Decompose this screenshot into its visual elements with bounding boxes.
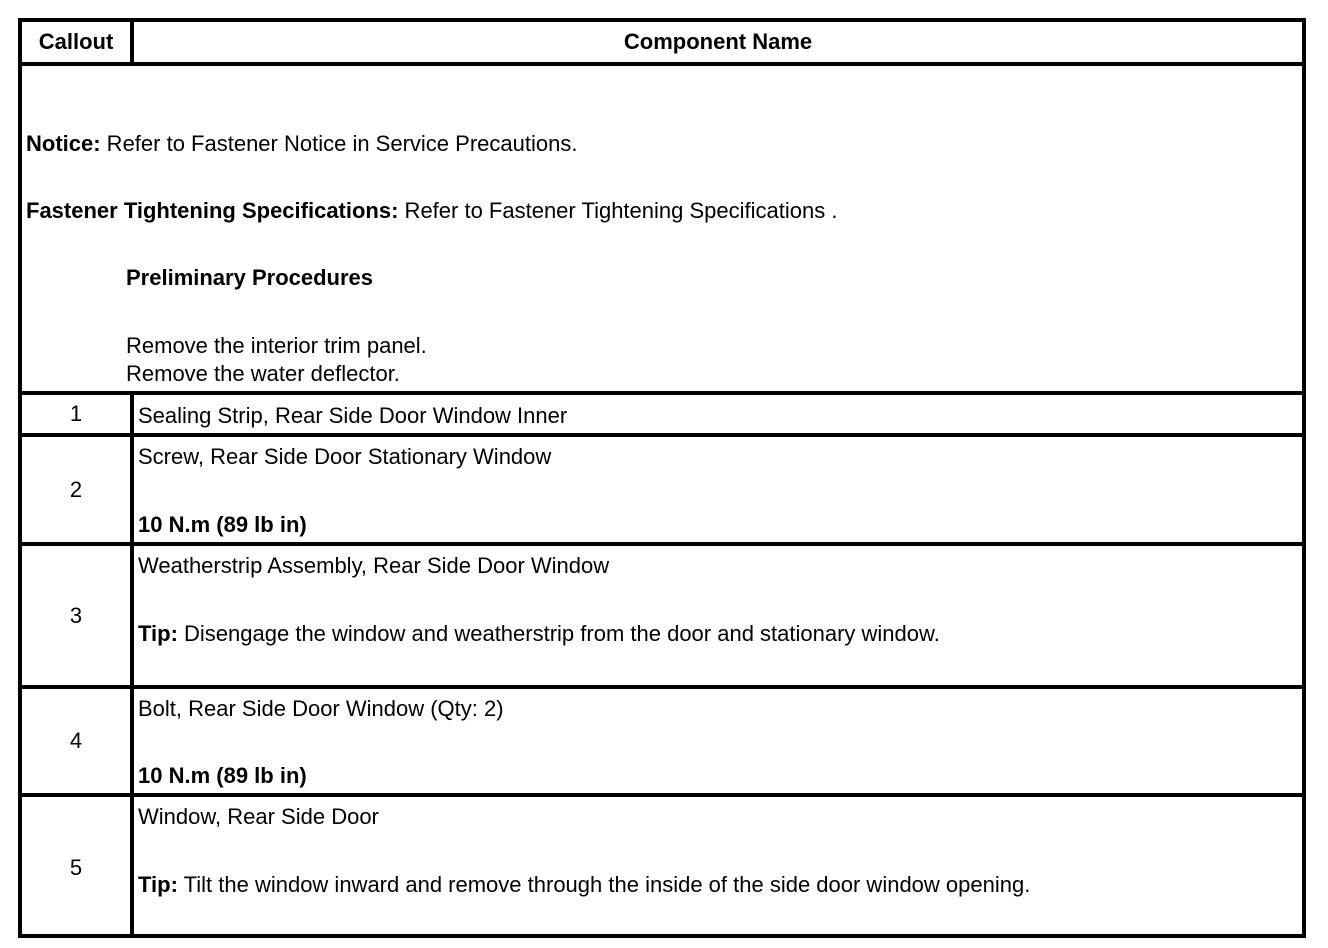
row-rule — [22, 433, 1302, 437]
notice-text: Refer to Fastener Notice in Service Precautions. — [100, 131, 578, 156]
notice-line — [26, 131, 577, 157]
prelim-step: Remove the interior trim panel. — [126, 333, 427, 358]
torque-spec: 10 N.m (89 lb in) — [138, 763, 307, 788]
row-rule — [22, 685, 1302, 689]
preliminary-heading: Preliminary Procedures — [126, 265, 374, 290]
component-name: Sealing Strip, Rear Side Door Window Inner — [138, 403, 568, 428]
tip-text: Tilt the window inward and remove through the inside of the side door window opening. — [177, 872, 1031, 897]
callout-number: 1 — [69, 401, 83, 426]
tip-line — [138, 872, 1030, 898]
callout-number: 5 — [69, 855, 83, 880]
tip-label: Tip: — [138, 872, 178, 897]
torque-spec: 10 N.m (89 lb in) — [138, 512, 307, 537]
row-rule — [22, 793, 1302, 797]
component-name: Window, Rear Side Door — [138, 804, 379, 829]
preamble-rule — [22, 391, 1302, 395]
row-divider — [130, 546, 134, 685]
component-name: Bolt, Rear Side Door Window (Qty: 2) — [138, 696, 504, 721]
callout-number: 2 — [69, 477, 83, 502]
spec-text: Refer to Fastener Tightening Specifications . — [398, 198, 838, 223]
callout-number: 3 — [69, 603, 83, 628]
tip-text: Disengage the window and weatherstrip from the door and stationary window. — [177, 621, 940, 646]
tip-line — [138, 621, 940, 647]
row-divider — [130, 437, 134, 542]
row-divider — [130, 689, 134, 793]
component-name: Weatherstrip Assembly, Rear Side Door Window — [138, 553, 610, 578]
spec-label: Fastener Tightening Specifications: — [26, 198, 399, 223]
prelim-step: Remove the water deflector. — [126, 361, 400, 386]
callout-number: 4 — [69, 728, 83, 753]
header-rule — [22, 62, 1302, 66]
spec-line — [26, 198, 837, 224]
notice-label: Notice: — [26, 131, 101, 156]
component-column-header: Component Name — [623, 29, 813, 54]
component-table — [18, 18, 1306, 938]
tip-label: Tip: — [138, 621, 178, 646]
callout-column-header: Callout — [38, 29, 114, 54]
component-name: Screw, Rear Side Door Stationary Window — [138, 444, 552, 469]
row-divider — [130, 797, 134, 938]
row-divider — [130, 395, 134, 433]
row-rule — [22, 542, 1302, 546]
